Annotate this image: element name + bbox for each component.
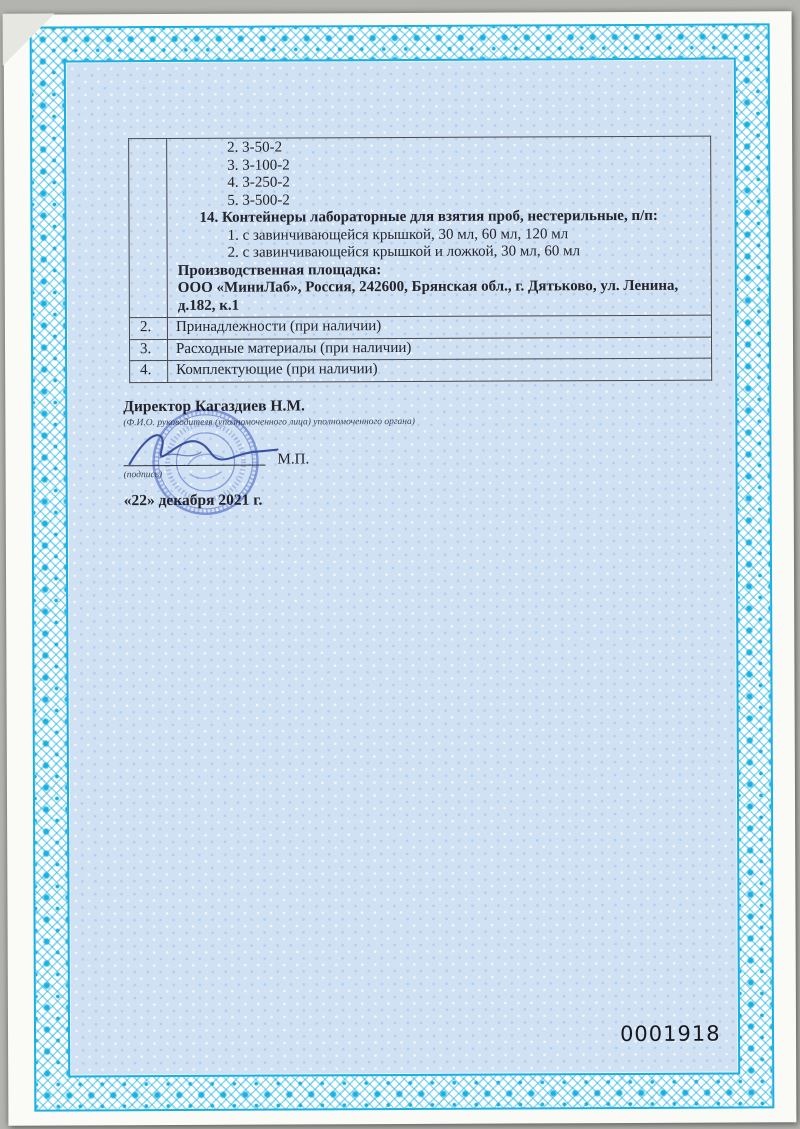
- table-row-continuation: [129, 136, 712, 318]
- mp-label: М.П.: [277, 451, 310, 468]
- row-number-cell: [129, 139, 168, 318]
- row-content-cell: [167, 136, 712, 317]
- list-item: 2. 3-50-2: [227, 139, 283, 156]
- production-site-label: Производственная площадка:: [177, 261, 382, 279]
- row-number-cell: 3.: [129, 339, 167, 361]
- signature-note: (подпись): [123, 470, 163, 481]
- serial-number: 0001918: [619, 1021, 721, 1047]
- row-label-cell: Принадлежности (при наличии): [167, 315, 711, 339]
- table-row: [129, 337, 711, 361]
- list-item: 5. 3-500-2: [227, 191, 290, 209]
- certificate-page: [4, 11, 797, 1125]
- production-site-value: ООО «МиниЛаб», Россия, 242600, Брянская обл., г. Дятьково, ул. Ленина, д.182, к.1: [177, 277, 679, 314]
- item14-title: 14. Контейнеры лабораторные для взятия проб, нестерильные, п/п:: [199, 207, 658, 226]
- list-item: 4. 3-250-2: [227, 174, 290, 191]
- row-number-cell: 4.: [130, 361, 168, 383]
- director-name: Директор Кагаздиев Н.М.: [123, 397, 305, 416]
- page-corner-fold: [3, 14, 55, 66]
- list-item: 3. 3-100-2: [227, 156, 290, 174]
- table-row: [129, 315, 711, 339]
- list-item: 2. с завинчивающейся крышкой и ложкой, 30 мл, 60 мл: [227, 243, 581, 261]
- components-table: [128, 136, 712, 383]
- list-item: 1. с завинчивающейся крышкой, 30 мл, 60 мл, 120 мл: [227, 225, 569, 244]
- director-note: (Ф.И.О. руководителя (уполномоченного лица) уполномоченного органа): [123, 416, 415, 429]
- row-label-cell: Комплектующие (при наличии): [168, 358, 712, 382]
- row-number-cell: 2.: [129, 318, 167, 340]
- row-label-cell: Расходные материалы (при наличии): [167, 337, 711, 361]
- date-line: «22» декабря 2021 г.: [123, 491, 263, 510]
- page-content: [4, 11, 797, 1125]
- table-row: [130, 358, 712, 382]
- signature: [121, 417, 289, 484]
